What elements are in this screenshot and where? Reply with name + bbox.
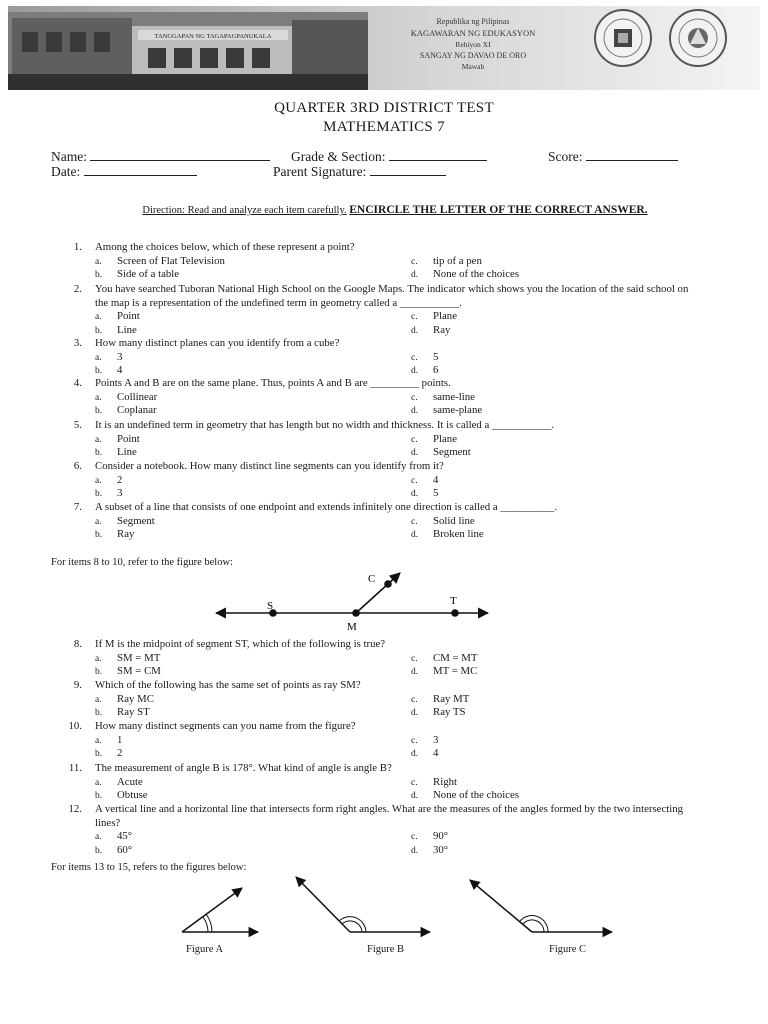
- option-text: None of the choices: [433, 789, 520, 802]
- option-text: 30°: [433, 843, 449, 856]
- ray-mc: [356, 573, 400, 613]
- answer-option[interactable]: [411, 474, 438, 486]
- answer-option[interactable]: [95, 515, 155, 527]
- option-text: 6: [433, 364, 439, 377]
- option-text: 3: [117, 487, 123, 500]
- option-letter[interactable]: b.: [95, 325, 103, 336]
- option-letter[interactable]: d.: [411, 448, 419, 459]
- option-text: Segment: [433, 446, 471, 459]
- option-letter[interactable]: a.: [95, 475, 102, 486]
- option-letter[interactable]: a.: [95, 256, 102, 267]
- answer-option[interactable]: [95, 830, 132, 842]
- answer-option[interactable]: [411, 391, 475, 403]
- question-number: 8.: [73, 638, 82, 650]
- question-text: The measurement of angle B is 178°. What kind of angle is angle B?: [95, 762, 392, 774]
- option-text: same-plane: [433, 404, 483, 417]
- option-letter[interactable]: c.: [411, 352, 418, 363]
- question-number: 9.: [73, 679, 82, 691]
- option-text: 1: [117, 733, 123, 746]
- option-text: Line: [117, 323, 137, 336]
- answer-option[interactable]: [95, 404, 157, 416]
- option-text: Broken line: [433, 528, 484, 541]
- option-text: 4: [433, 747, 439, 760]
- option-letter[interactable]: b.: [95, 708, 103, 719]
- option-text: 3: [433, 733, 439, 746]
- figure-a-angle: [182, 888, 258, 932]
- option-letter[interactable]: a.: [95, 735, 102, 746]
- answer-option[interactable]: [411, 776, 457, 788]
- option-letter[interactable]: d.: [411, 489, 419, 500]
- option-letter[interactable]: c.: [411, 312, 418, 323]
- option-text: Ray TS: [433, 706, 466, 719]
- answer-option[interactable]: [95, 391, 157, 403]
- label-c: C: [368, 573, 376, 585]
- answer-option[interactable]: [95, 324, 137, 336]
- option-letter[interactable]: c.: [411, 434, 418, 445]
- option-letter[interactable]: c.: [411, 735, 418, 746]
- note-items-13-15: For items 13 to 15, refers to the figures below:: [51, 862, 247, 873]
- date-blank[interactable]: [84, 163, 197, 176]
- answer-option[interactable]: [411, 652, 478, 664]
- figure-b-label: Figure B: [367, 944, 405, 955]
- name-blank[interactable]: [90, 148, 270, 161]
- option-letter[interactable]: a.: [95, 352, 102, 363]
- option-text: Segment: [117, 514, 155, 527]
- option-text: Solid line: [433, 514, 475, 527]
- option-text: Coplanar: [117, 404, 157, 417]
- option-text: tip of a pen: [433, 254, 482, 267]
- option-letter[interactable]: b.: [95, 791, 103, 802]
- option-letter[interactable]: c.: [411, 653, 418, 664]
- answer-option[interactable]: [95, 665, 161, 677]
- option-text: 2: [117, 473, 123, 486]
- date-label: Date:: [51, 164, 81, 179]
- answer-option[interactable]: [411, 310, 457, 322]
- option-text: 5: [433, 487, 439, 500]
- answer-option[interactable]: [95, 433, 140, 445]
- parent-signature-label: Parent Signature:: [273, 164, 367, 179]
- option-letter[interactable]: b.: [95, 530, 103, 541]
- question-number: 2.: [73, 283, 82, 295]
- answer-option[interactable]: [411, 268, 519, 280]
- option-letter[interactable]: b.: [95, 366, 103, 377]
- question-text: If M is the midpoint of segment ST, which of the following is true?: [95, 638, 386, 650]
- option-text: Plane: [433, 432, 457, 445]
- option-letter[interactable]: b.: [95, 667, 103, 678]
- option-text: Acute: [117, 775, 143, 788]
- question-text: Among the choices below, which of these represent a point?: [95, 241, 355, 253]
- option-text: Side of a table: [117, 268, 180, 281]
- answer-option[interactable]: [95, 351, 122, 363]
- question-number: 12.: [68, 803, 82, 815]
- figure-c-label: Figure C: [549, 944, 587, 955]
- svg-text:KAGAWARAN NG EDUKASYON: KAGAWARAN NG EDUKASYON: [410, 28, 536, 38]
- option-letter[interactable]: c.: [411, 392, 418, 403]
- subject-title: MATHEMATICS 7: [323, 119, 445, 135]
- option-text: Plane: [433, 310, 457, 323]
- option-text: Line: [117, 446, 137, 459]
- option-letter[interactable]: b.: [95, 448, 103, 459]
- answer-option[interactable]: [411, 487, 438, 499]
- option-text: Ray: [433, 323, 451, 336]
- label-m: M: [347, 621, 357, 633]
- option-letter[interactable]: a.: [95, 516, 102, 527]
- grade-section-label: Grade & Section:: [291, 149, 386, 164]
- option-text: Point: [117, 310, 140, 323]
- option-text: Collinear: [117, 390, 158, 403]
- option-text: Ray MC: [117, 692, 154, 705]
- option-letter[interactable]: d.: [411, 406, 419, 417]
- option-letter[interactable]: b.: [95, 270, 103, 281]
- option-letter[interactable]: d.: [411, 708, 419, 719]
- question-number: 7.: [73, 501, 82, 513]
- option-letter[interactable]: c.: [411, 832, 418, 843]
- option-letter[interactable]: c.: [411, 777, 418, 788]
- option-letter[interactable]: d.: [411, 325, 419, 336]
- answer-option[interactable]: [95, 446, 137, 458]
- question-text: A vertical line and a horizontal line that intersects form right angles. What are the measures of the angles formed by the two intersecting lines?: [95, 803, 684, 829]
- option-letter[interactable]: a.: [95, 694, 102, 705]
- option-letter[interactable]: d.: [411, 791, 419, 802]
- option-text: SM = CM: [117, 665, 161, 678]
- option-letter[interactable]: d.: [411, 530, 419, 541]
- option-text: Ray ST: [117, 706, 150, 719]
- option-text: Ray: [117, 528, 135, 541]
- answer-option[interactable]: [95, 734, 122, 746]
- answer-option[interactable]: [95, 776, 143, 788]
- seal-right-icon: [670, 10, 726, 66]
- option-text: MT = MC: [433, 665, 478, 678]
- seal-left-icon: [595, 10, 651, 66]
- date-field[interactable]: [51, 163, 197, 180]
- answer-option[interactable]: [95, 310, 140, 322]
- point-c: [384, 580, 392, 588]
- option-text: Obtuse: [117, 789, 148, 802]
- option-text: 4: [117, 364, 123, 377]
- answer-option[interactable]: [411, 789, 519, 801]
- line-figure: [210, 568, 500, 636]
- question-text: You have searched Tuboran National High School on the Google Maps. The indicator which shows you the location of the said school on the map is a representation of the undefined term in geometry called a ___________.: [95, 283, 689, 309]
- option-letter[interactable]: a.: [95, 434, 102, 445]
- question-text: How many distinct segments can you name from the figure?: [95, 720, 356, 732]
- option-letter[interactable]: a.: [95, 312, 102, 323]
- question-number: 11.: [68, 762, 82, 774]
- option-text: Right: [433, 775, 457, 788]
- option-letter[interactable]: c.: [411, 475, 418, 486]
- option-text: 2: [117, 747, 123, 760]
- question-number: 1.: [73, 241, 82, 253]
- figure-b-angle: [296, 877, 430, 932]
- option-text: CM = MT: [433, 651, 478, 664]
- option-letter[interactable]: d.: [411, 667, 419, 678]
- option-letter[interactable]: c.: [411, 516, 418, 527]
- question-number: 4.: [73, 377, 82, 389]
- answer-option[interactable]: [95, 255, 225, 267]
- question-text: Consider a notebook. How many distinct line segments can you identify from it?: [95, 460, 444, 472]
- answer-option[interactable]: [95, 844, 132, 856]
- answer-option[interactable]: [95, 789, 148, 801]
- svg-text:Mawab: Mawab: [461, 62, 485, 71]
- answer-option[interactable]: [411, 747, 438, 759]
- direction-line: [0, 204, 768, 216]
- answer-option[interactable]: [411, 734, 438, 746]
- question-text: It is an undefined term in geometry that has length but no width and thickness. It is called a ___________.: [95, 419, 555, 431]
- option-letter[interactable]: b.: [95, 489, 103, 500]
- answer-option[interactable]: [411, 693, 469, 705]
- header-banner: [8, 6, 760, 90]
- answer-option[interactable]: [95, 693, 154, 705]
- option-letter[interactable]: a.: [95, 832, 102, 843]
- score-label: Score:: [548, 149, 583, 164]
- option-text: Point: [117, 432, 140, 445]
- option-letter[interactable]: b.: [95, 406, 103, 417]
- option-text: None of the choices: [433, 268, 520, 281]
- option-text: 4: [433, 473, 439, 486]
- answer-option[interactable]: [411, 433, 457, 445]
- question-number: 3.: [73, 337, 82, 349]
- answer-option[interactable]: [95, 268, 179, 280]
- option-text: Screen of Flat Television: [117, 254, 225, 267]
- svg-text:Republika ng Pilipinas: Republika ng Pilipinas: [436, 17, 510, 26]
- answer-option[interactable]: [411, 515, 475, 527]
- answer-option[interactable]: [411, 844, 448, 856]
- answer-option[interactable]: [411, 665, 477, 677]
- option-letter[interactable]: b.: [95, 845, 103, 856]
- option-text: 45°: [117, 830, 133, 843]
- answer-option[interactable]: [411, 446, 471, 458]
- option-letter[interactable]: d.: [411, 749, 419, 760]
- answer-option[interactable]: [411, 706, 466, 718]
- answer-option[interactable]: [411, 324, 450, 336]
- figure-a-label: Figure A: [186, 944, 224, 955]
- option-letter[interactable]: a.: [95, 392, 102, 403]
- label-t: T: [450, 595, 457, 607]
- score-field[interactable]: [548, 148, 678, 165]
- answer-option[interactable]: [95, 706, 150, 718]
- answer-option[interactable]: [95, 364, 122, 376]
- option-letter[interactable]: d.: [411, 366, 419, 377]
- option-letter[interactable]: c.: [411, 256, 418, 267]
- answer-option[interactable]: [95, 747, 122, 759]
- option-letter[interactable]: a.: [95, 653, 102, 664]
- question-number: 10.: [68, 720, 82, 732]
- answer-option[interactable]: [411, 830, 448, 842]
- answer-option[interactable]: [411, 364, 438, 376]
- option-letter[interactable]: b.: [95, 749, 103, 760]
- option-text: 60°: [117, 843, 133, 856]
- point-m: [352, 609, 360, 617]
- answer-option[interactable]: [411, 528, 484, 540]
- test-title: QUARTER 3RD DISTRICT TEST: [274, 100, 494, 116]
- score-blank[interactable]: [586, 148, 678, 161]
- direction-emphasis: ENCIRCLE THE LETTER OF THE CORRECT ANSWER.: [349, 204, 648, 216]
- svg-text:Rehiyon XI: Rehiyon XI: [455, 40, 491, 49]
- option-text: 5: [433, 350, 439, 363]
- name-label: Name:: [51, 149, 87, 164]
- option-letter[interactable]: d.: [411, 270, 419, 281]
- question-number: 5.: [73, 419, 82, 431]
- figure-c-angle: [470, 880, 612, 932]
- answer-option[interactable]: [411, 351, 438, 363]
- answer-option[interactable]: [95, 487, 122, 499]
- option-letter[interactable]: c.: [411, 694, 418, 705]
- direction-label: Direction: Read and analyze each item carefully.: [142, 205, 347, 216]
- note-items-8-10: For items 8 to 10, refer to the figure below:: [51, 557, 233, 568]
- option-letter[interactable]: d.: [411, 845, 419, 856]
- label-s: S: [267, 600, 274, 612]
- question-text: How many distinct planes can you identify from a cube?: [95, 337, 340, 349]
- option-text: Ray MT: [433, 692, 470, 705]
- school-sign-text: TANGGAPAN NG TAGAPAGPANUKALA: [154, 33, 272, 40]
- question-text: A subset of a line that consists of one endpoint and extends infinitely one direction is called a __________.: [95, 501, 558, 513]
- option-text: 3: [117, 350, 123, 363]
- school-building-photo: [8, 12, 368, 90]
- answer-option[interactable]: [411, 255, 482, 267]
- option-letter[interactable]: a.: [95, 777, 102, 788]
- answer-option[interactable]: [411, 404, 482, 416]
- option-text: 90°: [433, 830, 449, 843]
- question-number: 6.: [73, 460, 82, 472]
- svg-text:SANGAY NG DAVAO DE ORO: SANGAY NG DAVAO DE ORO: [419, 51, 527, 60]
- question-text: Which of the following has the same set of points as ray SM?: [95, 679, 361, 691]
- answer-option[interactable]: [95, 528, 134, 540]
- answer-option[interactable]: [95, 474, 122, 486]
- point-t: [451, 609, 459, 617]
- grade-section-blank[interactable]: [389, 148, 487, 161]
- option-text: same-line: [433, 390, 475, 403]
- parent-signature-field[interactable]: [273, 163, 446, 180]
- option-text: SM = MT: [117, 651, 161, 664]
- parent-signature-blank[interactable]: [370, 163, 446, 176]
- answer-option[interactable]: [95, 652, 160, 664]
- angle-figures: [170, 872, 620, 940]
- question-text: Points A and B are on the same plane. Thus, points A and B are _________ points.: [95, 377, 451, 389]
